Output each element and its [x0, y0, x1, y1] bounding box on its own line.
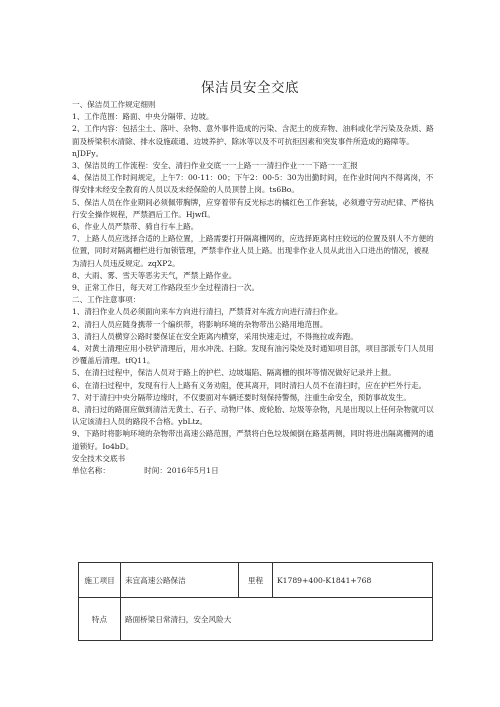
unit-and-date-line: 单位名称： 时间：2016年5月1日: [72, 466, 219, 476]
body-paragraph: 4、对黄土清理应用小铁铲清理后，用水冲洗、扫除。发现有油污染处及时通知项目部，项目部派专门人员用沙覆盖后清理。tfQ11。: [72, 344, 434, 366]
body-paragraph: 5、保洁人员在作业期间必须佩带胸牌，应穿着带有反光标志的橘红色工作套装，必须遵守劳动纪律、严格执行安全操作规程，严禁酒后工作。HjwfI。: [72, 197, 434, 219]
disclosure-table: [78, 562, 433, 641]
body-paragraph: 6、在清扫过程中，发现有行人上路有义务劝阻，使其离开，同时清扫人员不在清扫时，应在护栏外行走。: [72, 380, 427, 390]
body-paragraph: 4、保洁员工作时间规定，上午7：00-11：00；下午2：00-5：30为出勤时间，在作业时间内不得离岗，不得安排未经安全教育的人员以及未经保险的人员顶替上岗。ts6Bo。: [72, 173, 434, 195]
subsection-title: 安全技术交底书: [72, 453, 126, 463]
body-paragraph: 1、工作范围：路面、中央分隔带、边坡。: [72, 112, 214, 122]
body-paragraph: 5、在清扫过程中，保洁人员对于路上的护栏、边坡塌陷、隔离栅的损坏等情况做好记录并上报。: [72, 368, 396, 378]
body-paragraph: 8、清扫过的路面应做到清洁无黄土、石子、动物尸体、废轮胎、垃圾等杂物，凡是出现以上任何杂物就可以认定该清扫人员的路段不合格。ybLtz。: [72, 405, 434, 427]
mileage-value-cell: K1789+400-K1841+768: [273, 563, 433, 598]
body-paragraph: 3、保洁员的工作流程：安全、清扫作业交底一一上路一一清扫作业一一下路一一汇报: [72, 161, 358, 171]
body-paragraph: 2、清扫人员应随身携带一个编织带，将影响环境的杂物带出公路用地范围。: [72, 319, 328, 329]
body-paragraph: 8、大雨、雾、雪天等恶劣天气，严禁上路作业。: [72, 270, 237, 280]
project-label-cell: 施工项目: [79, 563, 121, 598]
feature-value-cell: 路面桥梁日常清扫，安全风险大: [121, 598, 433, 641]
table-row: [79, 563, 433, 598]
body-paragraph: 2、工作内容：包括尘土、落叶、杂物、意外事件造成的污染、含泥土的废弃物、油料或化学污染及杂质、路面及桥梁积水清除、排水设施疏通、边坡养护、除冰等以及不可抗拒因素和突发事件所造成的路障等。nJDFy。: [72, 124, 434, 158]
body-paragraph: 9、正常工作日，每天对工作路段至少全过程清扫一次。: [72, 283, 260, 293]
body-paragraph: 9、下路时将影响环境的杂物带出高速公路范围，严禁将白色垃圾倾倒在路基两侧，同时将进出隔离栅网的通道锁好。Io4bD。: [72, 429, 434, 451]
document-title: 保洁员安全交底: [201, 80, 299, 96]
section-heading: 二、工作注意事项：: [72, 295, 141, 305]
mileage-label-cell: 里程: [239, 563, 273, 598]
body-paragraph: 1、清扫作业人员必须面向来车方向进行清扫，严禁背对车流方向进行清扫作业。: [72, 307, 343, 317]
body-paragraph: 3、清扫人员横穿公路时要保证在安全距离内横穿，采用快速走过，不得拖拉或奔跑。: [72, 331, 358, 341]
document-body: [72, 99, 434, 477]
project-name-cell: 耒宜高速公路保洁: [121, 563, 239, 598]
section-heading: 一、保洁员工作规定细则: [72, 100, 156, 109]
body-paragraph: 7、上路人员应选择合适的上路位置，上路需要打开隔离栅网的，应选择距离村庄较远的位置及别人不方便的位置，同时对隔离栅栏进行加锁管理，严禁非作业人员上路。出现非作业人员从此出入口进出的情况，被视为清扫人员违反规定。zqXP2。: [72, 234, 434, 268]
body-paragraph: 7、对于清扫中央分隔带边缘时，不仅要面对车辆还要时刻保持警惕，注重生命安全，预防事故发生。: [72, 392, 411, 402]
table-row: [79, 598, 433, 641]
body-paragraph: 6、作业人员严禁带、骑自行车上路。: [72, 222, 199, 232]
feature-label-cell: 特点: [79, 598, 121, 641]
